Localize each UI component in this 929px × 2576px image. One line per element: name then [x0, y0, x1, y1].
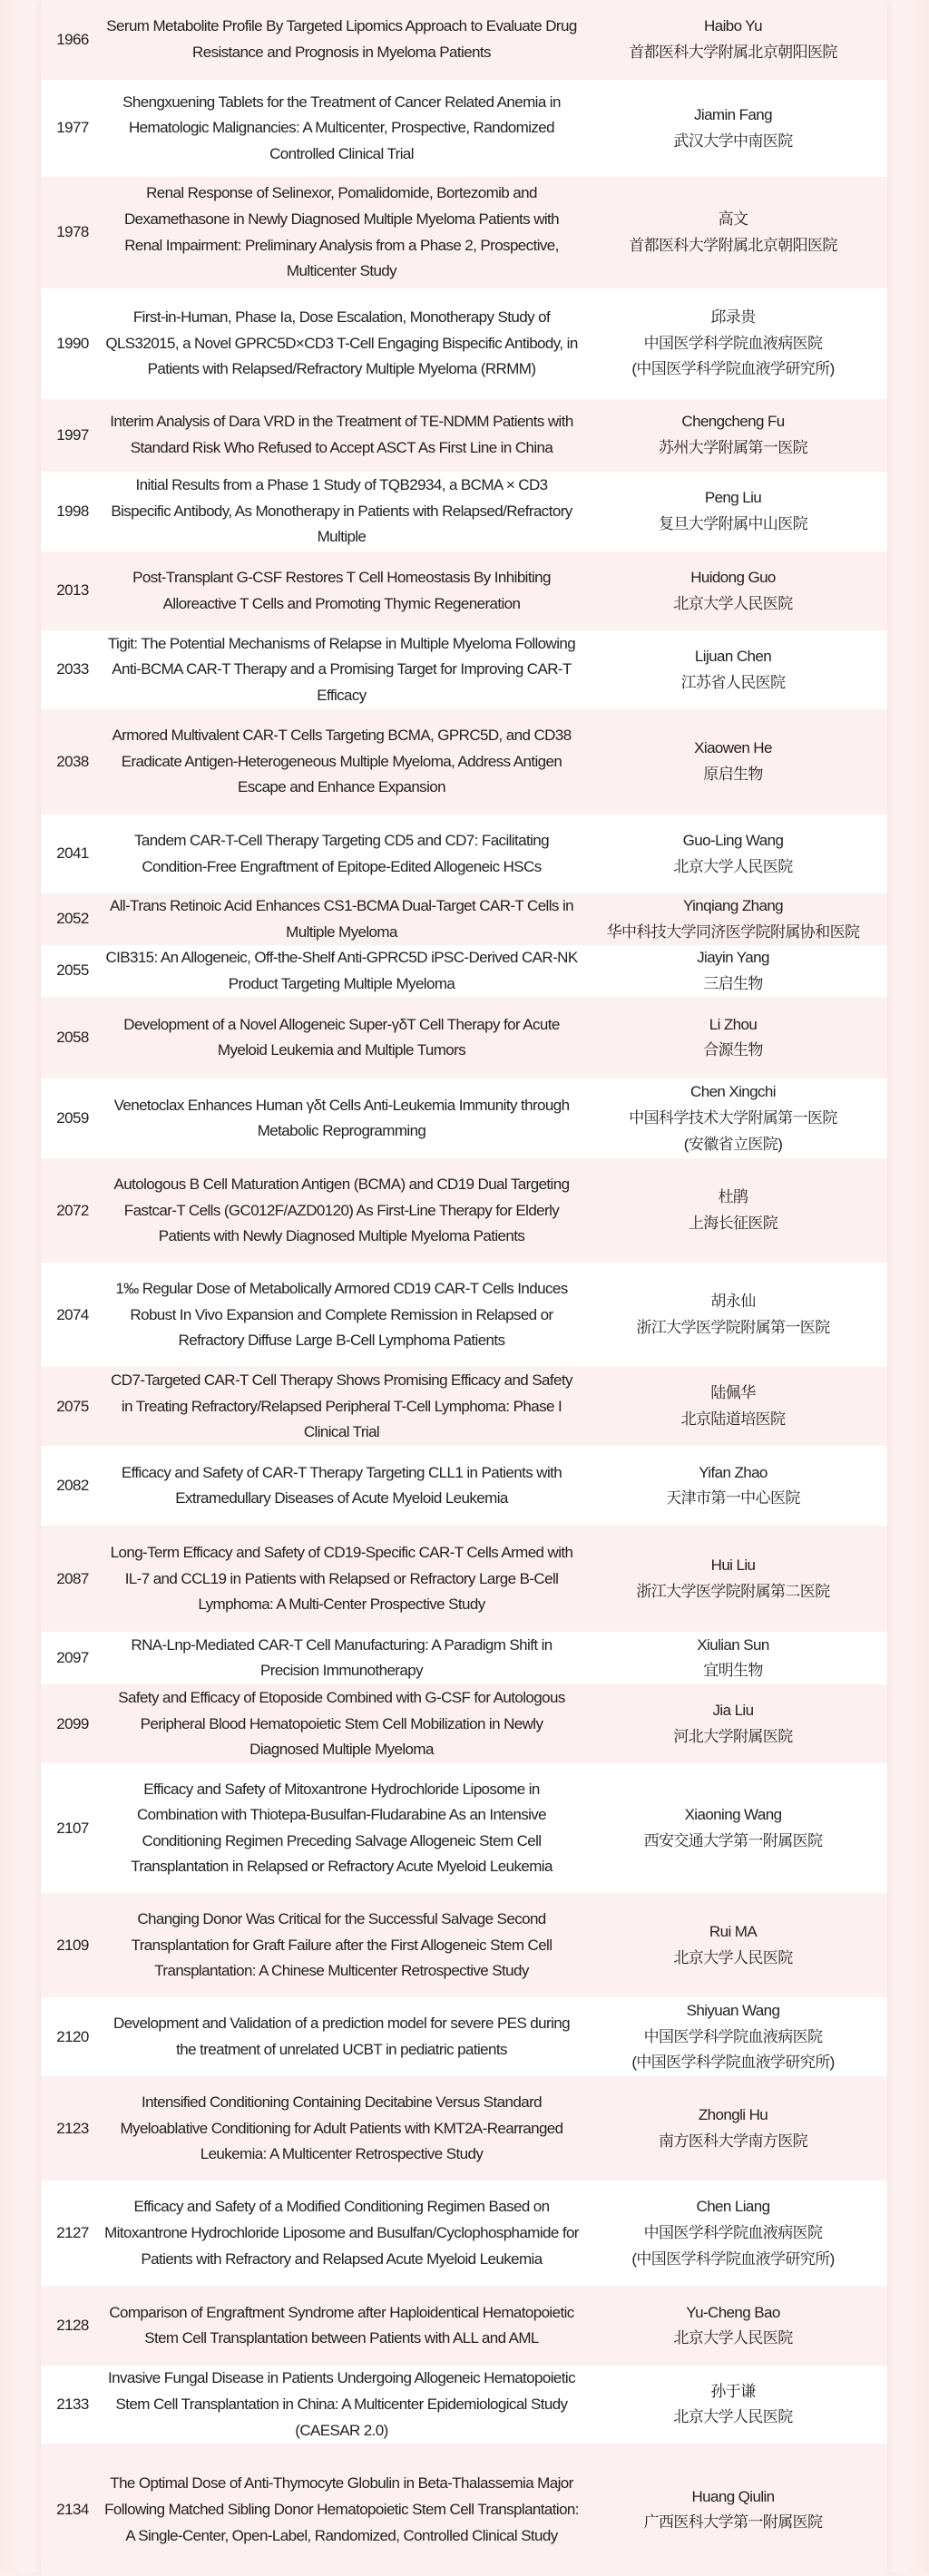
abstract-title: Tandem CAR-T-Cell Therapy Targeting CD5 and CD7: Facilitating Condition-Free Engraftment of Epitope-Edited Allogeneic HSCs	[104, 815, 579, 893]
presenter-name: Xiaoning Wang	[684, 1806, 782, 1824]
presenter-name: Chen Liang	[696, 2198, 770, 2216]
presenter-name: Huidong Guo	[690, 568, 776, 586]
abstract-number: 1998	[41, 472, 104, 551]
abstract-number: 2123	[41, 2076, 104, 2181]
abstract-number: 2082	[41, 1446, 104, 1526]
presenter-affiliation: 原启生物	[703, 766, 763, 783]
abstract-title: Interim Analysis of Dara VRD in the Treatment of TE-NDMM Patients with Standard Risk Who Refused to Accept ASCT As First Line in China	[104, 399, 579, 472]
presenter-affiliation-secondary: (安徽省立医院)	[683, 1135, 783, 1153]
abstract-number: 2120	[41, 1997, 104, 2076]
abstract-title: Changing Donor Was Critical for the Successful Salvage Second Transplantation for Graft Failure after the First Allogeneic Stem Cell Transplantation: A Chinese Multicenter Retrospective Study	[104, 1893, 579, 1997]
abstract-title: Post-Transplant G-CSF Restores T Cell Homeostasis By Inhibiting Alloreactive T Cells and Promoting Thymic Regeneration	[104, 551, 579, 630]
presenter-cell	[579, 399, 887, 472]
table-row	[41, 1446, 887, 1526]
abstract-title: All-Trans Retinoic Acid Enhances CS1-BCMA Dual-Target CAR-T Cells in Multiple Myeloma	[104, 893, 579, 945]
presenter-cell	[579, 2286, 887, 2366]
presenter-name: Huang Qiulin	[691, 2487, 775, 2505]
table-row	[41, 80, 887, 177]
abstract-title: Intensified Conditioning Containing Decitabine Versus Standard Myeloablative Conditioning for Adult Patients with KMT2A-Rearranged Leukemia: A Multicenter Retrospective Study	[104, 2076, 579, 2181]
abstract-title: Development and Validation of a prediction model for severe PES during the treatment of unrelated UCBT in pediatric patients	[104, 1997, 579, 2076]
presenter-cell	[579, 709, 887, 815]
presenter-name: Yinqiang Zhang	[682, 897, 784, 914]
presenter-name: 胡永仙	[710, 1293, 756, 1311]
table-row	[41, 1684, 887, 1763]
abstract-title: Efficacy and Safety of CAR-T Therapy Targeting CLL1 in Patients with Extramedullary Diseases of Acute Myeloid Leukemia	[104, 1446, 579, 1526]
table-row	[41, 815, 887, 893]
table-row	[41, 1367, 887, 1446]
table-row	[41, 2181, 887, 2286]
abstract-number: 1966	[41, 0, 104, 80]
abstract-number: 2033	[41, 630, 104, 709]
abstract-title: First-in-Human, Phase Ia, Dose Escalation, Monotherapy Study of QLS32015, a Novel GPRC5D×CD3 T-Cell Engaging Bispecific Antibody, in Patients with Relapsed/Refractory Multiple Myeloma (RRMM)	[104, 288, 579, 399]
abstract-number: 2127	[41, 2181, 104, 2286]
abstract-title: Efficacy and Safety of a Modified Conditioning Regimen Based on Mitoxantrone Hydrochloride Liposome and Busulfan/Cyclophosphamide for Patients with Refractory and Relapsed Acute Myeloid Leukemia	[104, 2181, 579, 2286]
abstract-number: 2107	[41, 1763, 104, 1893]
presenter-name: Yu-Cheng Bao	[686, 2303, 780, 2321]
presenter-name: Haibo Yu	[704, 17, 762, 35]
presenter-cell	[579, 1526, 887, 1632]
presenter-affiliation-secondary: (中国医学科学院血液学研究所)	[631, 2054, 835, 2072]
abstract-number: 2128	[41, 2286, 104, 2366]
presenter-name: 陆佩华	[710, 1384, 756, 1402]
presenter-name: Li Zhou	[709, 1015, 758, 1033]
abstract-number: 2058	[41, 997, 104, 1078]
abstract-number: 2041	[41, 815, 104, 893]
abstract-table-body	[41, 0, 887, 2576]
abstract-number: 2099	[41, 1684, 104, 1763]
abstract-number: 2059	[41, 1078, 104, 1158]
abstract-title: Efficacy and Safety of Mitoxantrone Hydrochloride Liposome in Combination with Thiotepa-Busulfan-Fludarabine As an Intensive Conditioning Regimen Preceding Salvage Allogeneic Stem Cell Transplantation in Relapsed or Refractory Acute Myeloid Leukemia	[104, 1763, 579, 1893]
abstract-title: Shengxuening Tablets for the Treatment of Cancer Related Anemia in Hematologic Malignancies: A Multicenter, Prospective, Randomized Controlled Clinical Trial	[104, 80, 579, 177]
presenter-cell	[579, 288, 887, 399]
abstract-number: 2133	[41, 2366, 104, 2444]
table-row	[41, 399, 887, 472]
table-row	[41, 2444, 887, 2576]
presenter-cell	[579, 630, 887, 709]
presenter-cell	[579, 1893, 887, 1997]
presenter-affiliation: 浙江大学医学院附属第一医院	[636, 1318, 830, 1336]
table-row	[41, 288, 887, 399]
abstract-title: CD7-Targeted CAR-T Cell Therapy Shows Promising Efficacy and Safety in Treating Refractory/Relapsed Peripheral T-Cell Lymphoma: Phase I Clinical Trial	[104, 1367, 579, 1446]
presenter-affiliation: 天津市第一中心医院	[666, 1489, 800, 1508]
presenter-cell	[579, 1632, 887, 1684]
presenter-cell	[579, 997, 887, 1078]
presenter-cell	[579, 2076, 887, 2181]
table-row	[41, 2286, 887, 2366]
presenter-name: Xiaowen He	[694, 739, 772, 757]
abstract-number: 2097	[41, 1632, 104, 1684]
presenter-affiliation: 上海长征医院	[688, 1214, 778, 1232]
presenter-name: Peng Liu	[704, 489, 762, 507]
abstract-table	[41, 0, 887, 2576]
abstract-title: Armored Multivalent CAR-T Cells Targeting BCMA, GPRC5D, and CD38 Eradicate Antigen-Heterogeneous Multiple Myeloma, Address Antigen Escape and Enhance Expansion	[104, 709, 579, 815]
presenter-cell	[579, 815, 887, 893]
table-row	[41, 893, 887, 945]
abstract-title: Initial Results from a Phase 1 Study of TQB2934, a BCMA × CD3 Bispecific Antibody, As Monotherapy in Patients with Relapsed/Refractory Multiple	[104, 472, 579, 551]
presenter-affiliation: 中国医学科学院血液病医院	[643, 2027, 823, 2045]
abstract-title: RNA-Lnp-Mediated CAR-T Cell Manufacturing: A Paradigm Shift in Precision Immunotherapy	[104, 1632, 579, 1684]
presenter-affiliation: 合源生物	[703, 1041, 763, 1059]
abstract-title: Invasive Fungal Disease in Patients Undergoing Allogeneic Hematopoietic Stem Cell Transplantation in China: A Multicenter Epidemiological Study (CAESAR 2.0)	[104, 2366, 579, 2444]
presenter-cell	[579, 1078, 887, 1158]
presenter-name: Hui Liu	[710, 1556, 756, 1575]
presenter-affiliation: 首都医科大学附属北京朝阳医院	[629, 236, 837, 254]
abstract-title: 1‰ Regular Dose of Metabolically Armored CD19 CAR-T Cells Induces Robust In Vivo Expansion and Complete Remission in Relapsed or Refractory Diffuse Large B-Cell Lymphoma Patients	[104, 1263, 579, 1367]
table-row	[41, 2366, 887, 2444]
presenter-cell	[579, 472, 887, 551]
table-row	[41, 1632, 887, 1684]
abstract-title: Renal Response of Selinexor, Pomalidomide, Bortezomib and Dexamethasone in Newly Diagnosed Multiple Myeloma Patients with Renal Impairment: Preliminary Analysis from a Phase 2, Prospective, Multicenter Study	[104, 177, 579, 288]
table-row	[41, 1263, 887, 1367]
presenter-name: Jiamin Fang	[694, 105, 772, 123]
presenter-affiliation: 北京陆道培医院	[680, 1410, 786, 1428]
abstract-number: 2134	[41, 2444, 104, 2576]
abstract-number: 2013	[41, 551, 104, 630]
presenter-name: Rui MA	[709, 1923, 758, 1941]
table-row	[41, 1158, 887, 1263]
presenter-name: Jia Liu	[712, 1702, 754, 1720]
table-row	[41, 1997, 887, 2076]
abstract-title: Tigit: The Potential Mechanisms of Relapse in Multiple Myeloma Following Anti-BCMA CAR-T Therapy and a Promising Target for Improving CAR-T Efficacy	[104, 630, 579, 709]
abstract-number: 2055	[41, 945, 104, 997]
table-row	[41, 1763, 887, 1893]
presenter-cell	[579, 0, 887, 80]
abstract-number: 2109	[41, 1893, 104, 1997]
presenter-cell	[579, 2181, 887, 2286]
table-row	[41, 945, 887, 997]
abstract-number: 1990	[41, 288, 104, 399]
presenter-name: Shiyuan Wang	[686, 2001, 780, 2019]
presenter-name: Chen Xingchi	[690, 1083, 776, 1101]
presenter-affiliation: 北京大学人民医院	[673, 2329, 793, 2347]
abstract-title: Development of a Novel Allogeneic Super-γδT Cell Therapy for Acute Myeloid Leukemia and Multiple Tumors	[104, 997, 579, 1078]
abstract-number: 2072	[41, 1158, 104, 1263]
presenter-affiliation: 首都医科大学附属北京朝阳医院	[629, 44, 837, 61]
abstract-title: Comparison of Engraftment Syndrome after Haploidentical Hematopoietic Stem Cell Transplantation between Patients with ALL and AML	[104, 2286, 579, 2366]
presenter-cell	[579, 1367, 887, 1446]
table-row	[41, 997, 887, 1078]
presenter-affiliation: 三启生物	[703, 974, 763, 992]
presenter-cell	[579, 1684, 887, 1763]
presenter-affiliation: 武汉大学中南医院	[673, 132, 793, 150]
table-row	[41, 2076, 887, 2181]
presenter-name: Zhongli Hu	[698, 2106, 768, 2124]
presenter-affiliation: 北京大学人民医院	[673, 594, 793, 612]
presenter-cell	[579, 1158, 887, 1263]
presenter-name: Chengcheng Fu	[681, 413, 785, 431]
presenter-cell	[579, 2366, 887, 2444]
abstract-title: Autologous B Cell Maturation Antigen (BCMA) and CD19 Dual Targeting Fastcar-T Cells (GC012F/AZD0120) As First-Line Therapy for Elderly Patients with Newly Diagnosed Multiple Myeloma Patients	[104, 1158, 579, 1263]
table-row	[41, 1078, 887, 1158]
presenter-name: Guo-Ling Wang	[682, 831, 784, 849]
presenter-affiliation: 中国医学科学院血液病医院	[643, 334, 823, 352]
abstract-title: Venetoclax Enhances Human γδt Cells Anti-Leukemia Immunity through Metabolic Reprogramming	[104, 1078, 579, 1158]
presenter-name: 孙于谦	[710, 2382, 756, 2400]
presenter-affiliation: 河北大学附属医院	[673, 1727, 793, 1745]
presenter-affiliation: 广西医科大学第一附属医院	[643, 2513, 823, 2532]
presenter-affiliation: 北京大学人民医院	[673, 1948, 793, 1966]
presenter-cell	[579, 893, 887, 945]
presenter-name: Jiayin Yang	[697, 949, 769, 967]
table-row	[41, 630, 887, 709]
presenter-affiliation: 中国医学科学院血液病医院	[643, 2224, 823, 2242]
presenter-affiliation: 中国科学技术大学附属第一医院	[629, 1109, 837, 1127]
presenter-affiliation: 西安交通大学第一附属医院	[643, 1831, 823, 1849]
presenter-cell	[579, 1446, 887, 1526]
abstract-number: 2075	[41, 1367, 104, 1446]
presenter-affiliation: 江苏省人民医院	[680, 673, 786, 691]
abstract-title: Long-Term Efficacy and Safety of CD19-Specific CAR-T Cells Armed with IL-7 and CCL19 in Patients with Relapsed or Refractory Large B-Cell Lymphoma: A Multi-Center Prospective Study	[104, 1526, 579, 1632]
table-row	[41, 709, 887, 815]
presenter-affiliation-secondary: (中国医学科学院血液学研究所)	[631, 2249, 835, 2268]
presenter-affiliation-secondary: (中国医学科学院血液学研究所)	[631, 360, 835, 378]
abstract-number: 1978	[41, 177, 104, 288]
abstract-number: 1977	[41, 80, 104, 177]
presenter-cell	[579, 1763, 887, 1893]
presenter-name: Lijuan Chen	[694, 647, 772, 665]
abstract-title: CIB315: An Allogeneic, Off-the-Shelf Anti-GPRC5D iPSC-Derived CAR-NK Product Targeting Multiple Myeloma	[104, 945, 579, 997]
presenter-cell	[579, 1263, 887, 1367]
presenter-cell	[579, 177, 887, 288]
table-row	[41, 1526, 887, 1632]
table-row	[41, 0, 887, 80]
table-row	[41, 551, 887, 630]
abstract-title: The Optimal Dose of Anti-Thymocyte Globulin in Beta-Thalassemia Major Following Matched Sibling Donor Hematopoietic Stem Cell Transplantation: A Single-Center, Open-Label, Randomized, Controlled Clinical Study	[104, 2444, 579, 2576]
presenter-name: Yifan Zhao	[699, 1463, 768, 1481]
presenter-affiliation: 宜明生物	[703, 1662, 763, 1680]
presenter-affiliation: 北京大学人民医院	[673, 2408, 793, 2426]
abstract-number: 2052	[41, 893, 104, 945]
presenter-affiliation: 复旦大学附属中山医院	[659, 515, 807, 532]
presenter-name: 邱录贵	[710, 308, 756, 327]
presenter-name: 杜鹃	[718, 1188, 748, 1206]
presenter-cell	[579, 2444, 887, 2576]
abstract-number: 2087	[41, 1526, 104, 1632]
presenter-affiliation: 华中科技大学同济医学院附属协和医院	[606, 922, 860, 941]
presenter-cell	[579, 80, 887, 177]
abstract-number: 1997	[41, 399, 104, 472]
abstract-title: Safety and Efficacy of Etoposide Combined with G-CSF for Autologous Peripheral Blood Hematopoietic Stem Cell Mobilization in Newly Diagnosed Multiple Myeloma	[104, 1684, 579, 1763]
table-row	[41, 1893, 887, 1997]
table-row	[41, 472, 887, 551]
presenter-affiliation: 北京大学人民医院	[673, 857, 793, 875]
presenter-name: 高文	[718, 210, 748, 228]
abstract-number: 2074	[41, 1263, 104, 1367]
presenter-cell	[579, 551, 887, 630]
presenter-affiliation: 苏州大学附属第一医院	[659, 439, 807, 456]
presenter-name: Xiulian Sun	[697, 1635, 769, 1654]
abstract-title: Serum Metabolite Profile By Targeted Lipomics Approach to Evaluate Drug Resistance and Prognosis in Myeloma Patients	[104, 0, 579, 80]
table-row	[41, 177, 887, 288]
presenter-affiliation: 南方医科大学南方医院	[659, 2132, 807, 2150]
presenter-cell	[579, 945, 887, 997]
presenter-affiliation: 浙江大学医学院附属第二医院	[636, 1582, 830, 1600]
abstract-table-card	[41, 0, 887, 2572]
abstract-number: 2038	[41, 709, 104, 815]
presenter-cell	[579, 1997, 887, 2076]
